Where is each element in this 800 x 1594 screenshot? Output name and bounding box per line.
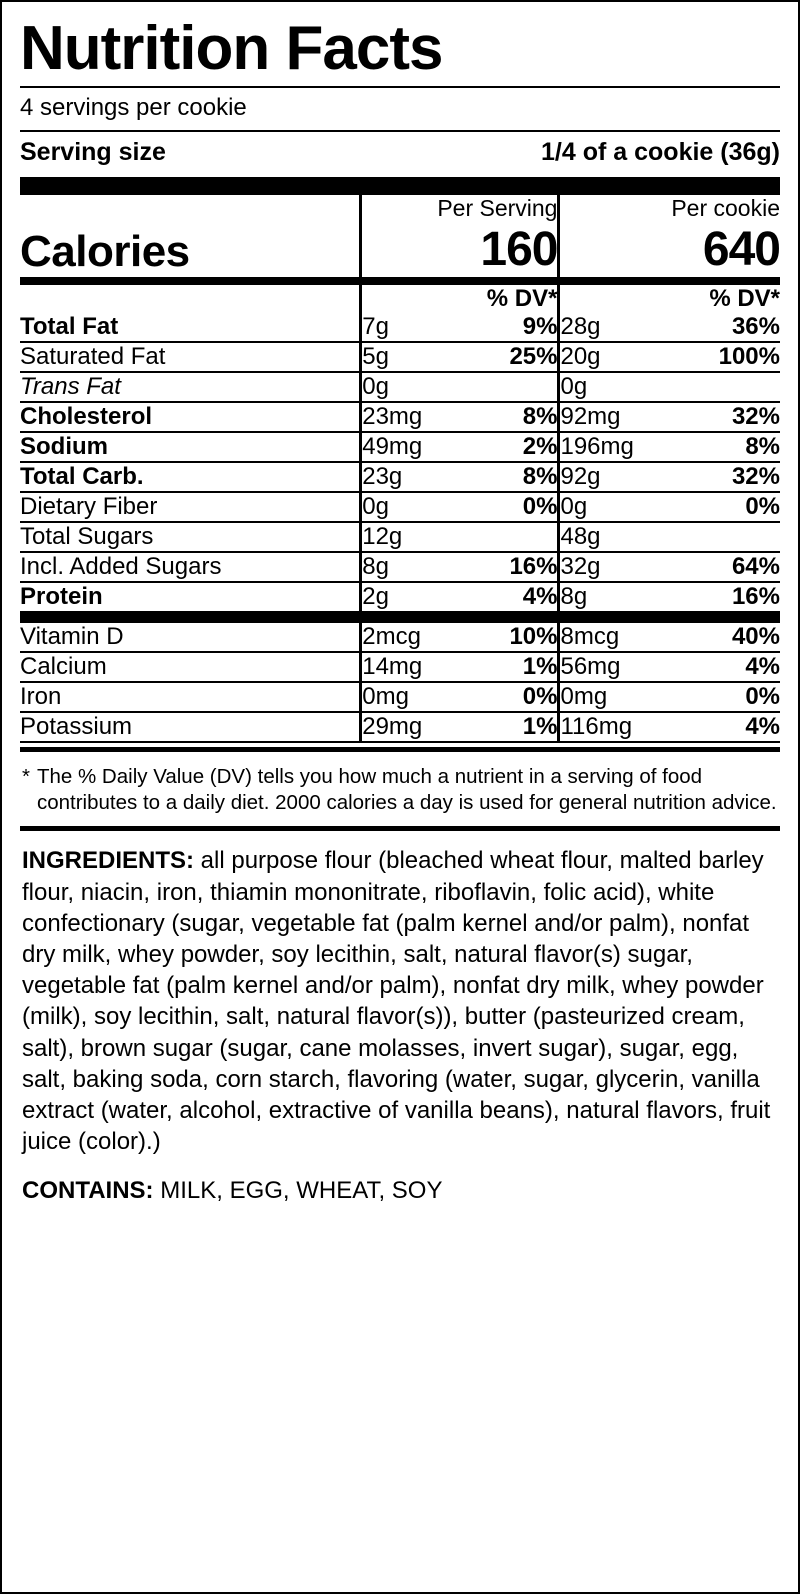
- nutrient-amount-serving: 0g: [361, 492, 456, 522]
- contains-text: MILK, EGG, WHEAT, SOY: [153, 1177, 443, 1205]
- nutrient-dv-container: 8%: [673, 432, 780, 462]
- table-row: [20, 313, 780, 342]
- nutrient-name: Protein: [20, 582, 361, 617]
- nutrient-dv-serving: [456, 522, 559, 552]
- micronutrient-dv-container: 4%: [673, 712, 780, 742]
- footnote-marker: *: [22, 765, 30, 788]
- servings-per-container: 4 servings per cookie: [20, 94, 247, 121]
- table-row: [20, 402, 780, 432]
- table-row: [20, 552, 780, 582]
- nutrient-dv-serving: 16%: [456, 552, 559, 582]
- nutrient-dv-serving: 8%: [456, 462, 559, 492]
- nutrient-dv-container: 36%: [673, 313, 780, 342]
- nutrient-name: Total Fat: [20, 313, 361, 342]
- nutrient-amount-container: 28g: [559, 313, 673, 342]
- nutrient-name: Cholesterol: [20, 402, 361, 432]
- micronutrient-amount-container: 8mcg: [559, 617, 673, 652]
- nutrient-dv-serving: 0%: [456, 492, 559, 522]
- footnote-text: The % Daily Value (DV) tells you how much a nutrient in a serving of food contributes to a daily diet. 2000 calories a day is used for general nutrition advice.: [36, 765, 777, 815]
- nutrient-amount-serving: 0g: [361, 372, 456, 402]
- table-row: [20, 342, 780, 372]
- micronutrient-amount-serving: 29mg: [361, 712, 456, 742]
- contains-section: [20, 1161, 780, 1210]
- title-divider: [20, 86, 780, 88]
- nutrient-amount-container: 92g: [559, 462, 673, 492]
- dv-header-serving: % DV*: [486, 285, 558, 312]
- nutrient-name: Total Sugars: [20, 522, 361, 552]
- nutrient-name: Trans Fat: [20, 372, 361, 402]
- micronutrient-name: Potassium: [20, 712, 361, 742]
- nutrient-dv-container: 32%: [673, 462, 780, 492]
- micronutrient-amount-container: 0mg: [559, 682, 673, 712]
- nutrient-dv-container: 16%: [673, 582, 780, 617]
- nutrient-name: Total Carb.: [20, 462, 361, 492]
- column-header-row: [20, 195, 780, 222]
- micronutrient-dv-container: 40%: [673, 617, 780, 652]
- nutrient-amount-container: 0g: [559, 492, 673, 522]
- ingredients-top-divider: [20, 826, 780, 831]
- nutrient-amount-serving: 12g: [361, 522, 456, 552]
- ingredients-section: [20, 835, 780, 1161]
- servings-divider: [20, 130, 780, 132]
- nutrient-amount-serving: 5g: [361, 342, 456, 372]
- nutrient-dv-serving: 4%: [456, 582, 559, 617]
- nutrient-amount-container: 196mg: [559, 432, 673, 462]
- nutrient-name: Incl. Added Sugars: [20, 552, 361, 582]
- table-row: [20, 522, 780, 552]
- per-serving-header: Per Serving: [361, 195, 559, 222]
- nutrient-dv-container: [673, 522, 780, 552]
- nutrient-name: Sodium: [20, 432, 361, 462]
- nutrient-name: Dietary Fiber: [20, 492, 361, 522]
- nutrient-dv-container: 32%: [673, 402, 780, 432]
- nutrient-amount-container: 92mg: [559, 402, 673, 432]
- micronutrient-dv-container: 0%: [673, 682, 780, 712]
- micronutrient-dv-serving: 10%: [456, 617, 559, 652]
- ingredients-label: INGREDIENTS:: [22, 847, 195, 875]
- contains-label: CONTAINS:: [22, 1177, 154, 1205]
- calories-row: [20, 222, 780, 281]
- table-row: [20, 582, 780, 617]
- serving-size-label: Serving size: [20, 138, 166, 166]
- ingredients-text: all purpose flour (bleached wheat flour, malted barley flour, niacin, iron, thiamin mononitrate, riboflavin, folic acid), white confectionary (sugar, vegetable fat (palm kernel and/or palm), nonfat dry milk, whey powder, soy lecithin, salt, natural flavor(s) sugar, vegetable fat (palm kernel and/or palm), nonfat dry milk, whey powder (milk), soy lecithin, salt, natural flavor(s)), butter (pasteurized cream, salt), brown sugar (sugar, cane molasses, invert sugar), sugar, egg, salt, baking soda, corn starch, flavoring (water, sugar, glycerin, vanilla extract (water, alcohol, extractive of vanilla beans), natural flavors, fruit juice (color).): [22, 847, 771, 1156]
- micronutrient-name: Iron: [20, 682, 361, 712]
- dv-header-row: [20, 281, 780, 313]
- micronutrient-amount-container: 56mg: [559, 652, 673, 682]
- footnote-top-divider: [20, 747, 780, 752]
- nutrient-dv-container: 0%: [673, 492, 780, 522]
- calories-per-container: 640: [559, 222, 780, 281]
- calories-label: Calories: [20, 222, 361, 281]
- nutrient-dv-serving: 8%: [456, 402, 559, 432]
- nutrient-amount-container: 48g: [559, 522, 673, 552]
- dv-header-container: % DV*: [709, 285, 780, 312]
- nutrient-table: [20, 195, 780, 743]
- nutrient-amount-serving: 49mg: [361, 432, 456, 462]
- nutrient-dv-container: 100%: [673, 342, 780, 372]
- micronutrient-amount-serving: 14mg: [361, 652, 456, 682]
- table-row: [20, 617, 780, 652]
- table-row: [20, 462, 780, 492]
- micronutrient-name: Calcium: [20, 652, 361, 682]
- table-row: [20, 682, 780, 712]
- serving-size-value: 1/4 of a cookie (36g): [541, 138, 780, 166]
- serving-size-row: [20, 136, 780, 171]
- table-row: [20, 372, 780, 402]
- table-row: [20, 652, 780, 682]
- nutrient-amount-container: 8g: [559, 582, 673, 617]
- per-container-header: Per cookie: [559, 195, 780, 222]
- page-title: Nutrition Facts: [20, 14, 443, 83]
- micronutrient-dv-serving: 1%: [456, 652, 559, 682]
- table-row: [20, 712, 780, 742]
- nutrient-amount-serving: 8g: [361, 552, 456, 582]
- nutrient-dv-serving: [456, 372, 559, 402]
- nutrient-amount-container: 20g: [559, 342, 673, 372]
- nutrient-amount-container: 32g: [559, 552, 673, 582]
- nutrient-amount-serving: 2g: [361, 582, 456, 617]
- nutrient-dv-serving: 25%: [456, 342, 559, 372]
- micronutrient-name: Vitamin D: [20, 617, 361, 652]
- header-thick-divider: [20, 177, 780, 195]
- nutrient-dv-container: 64%: [673, 552, 780, 582]
- table-row: [20, 492, 780, 522]
- micronutrient-amount-serving: 0mg: [361, 682, 456, 712]
- micronutrient-dv-serving: 1%: [456, 712, 559, 742]
- calories-per-serving: 160: [361, 222, 559, 281]
- nutrient-amount-container: 0g: [559, 372, 673, 402]
- nutrient-name: Saturated Fat: [20, 342, 361, 372]
- nutrient-dv-serving: 9%: [456, 313, 559, 342]
- micronutrient-amount-container: 116mg: [559, 712, 673, 742]
- micronutrient-dv-container: 4%: [673, 652, 780, 682]
- micronutrient-dv-serving: 0%: [456, 682, 559, 712]
- nutrient-amount-serving: 23mg: [361, 402, 456, 432]
- daily-value-footnote: [20, 756, 780, 822]
- nutrient-amount-serving: 7g: [361, 313, 456, 342]
- micronutrient-amount-serving: 2mcg: [361, 617, 456, 652]
- table-row: [20, 432, 780, 462]
- nutrient-amount-serving: 23g: [361, 462, 456, 492]
- nutrient-dv-serving: 2%: [456, 432, 559, 462]
- nutrient-dv-container: [673, 372, 780, 402]
